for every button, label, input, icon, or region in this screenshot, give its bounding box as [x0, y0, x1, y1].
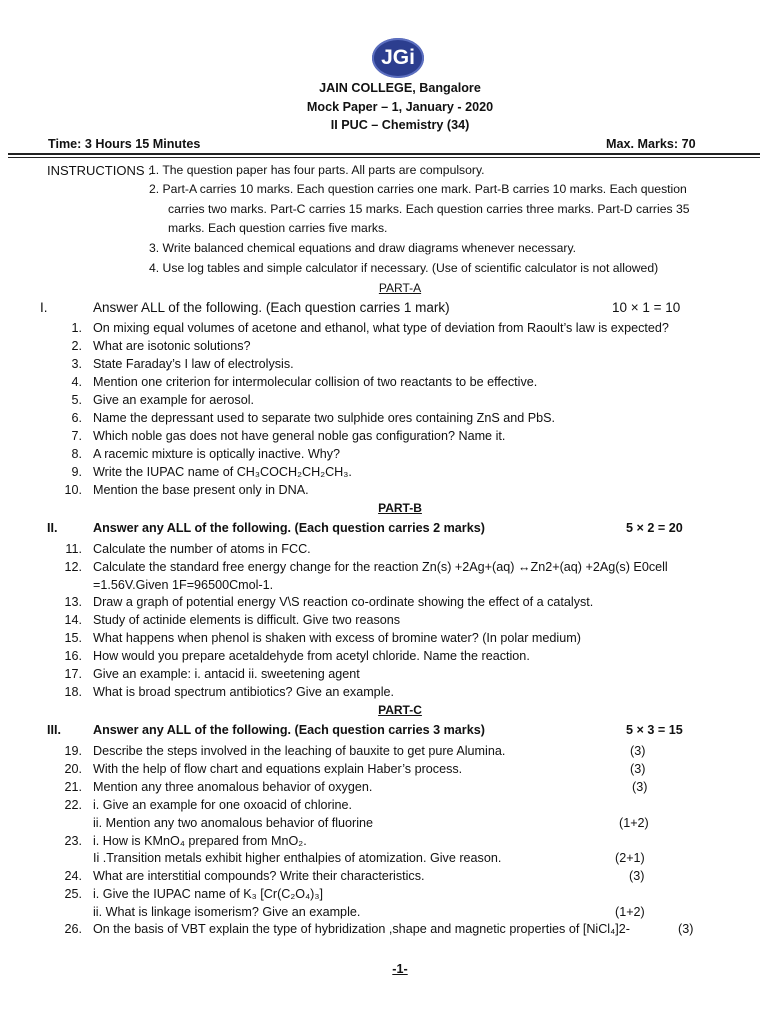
question-text-continued: ii. Mention any two anomalous behavior of fluorine	[93, 816, 374, 830]
question-text: i. How is KMnO₄ prepared from MnO₂.	[93, 834, 307, 848]
question-number: 6.	[71, 411, 82, 425]
question-text: On mixing equal volumes of acetone and ethanol, what type of deviation from Raoult’s law is expected?	[93, 321, 669, 335]
question-text: Draw a graph of potential energy V\S reaction co-ordinate showing the effect of a catalyst.	[93, 595, 594, 609]
part-c-roman: III.	[47, 723, 61, 737]
question-text: i. Give the IUPAC name of K₃ [Cr(C₂O₄)₃]	[93, 887, 324, 901]
part-b-title: PART-B	[378, 501, 422, 515]
question-number: 11.	[65, 542, 82, 556]
question-text: Which noble gas does not have general noble gas configuration? Name it.	[93, 429, 506, 443]
question-marks: (1+2)	[619, 816, 649, 830]
question-text: Mention one criterion for intermolecular collision of two reactants to be effective.	[93, 375, 538, 389]
question-text: What happens when phenol is shaken with excess of bromine water? (In polar medium)	[93, 631, 581, 645]
instruction-line: 2. Part-A carries 10 marks. Each question carries one mark. Part-B carries 10 marks. Each question	[149, 182, 687, 196]
question-text: Calculate the standard free energy change for the reaction Zn(s) +2Ag+(aq) ↔Zn2+(aq) +2Ag(s) E0cell	[93, 560, 668, 574]
header-divider-thin	[8, 157, 760, 158]
question-number: 17.	[64, 667, 82, 681]
question-number: 3.	[71, 357, 82, 371]
question-text-continued: =1.56V.Given 1F=96500Cmol-1.	[93, 578, 274, 592]
question-number: 14.	[64, 613, 82, 627]
page-number: -1-	[392, 962, 408, 976]
part-a-title: PART-A	[378, 281, 422, 295]
instruction-line: 4. Use log tables and simple calculator if necessary. (Use of scientific calculator is not allowed)	[149, 261, 659, 275]
part-a-marks: 10 × 1 = 10	[612, 300, 681, 315]
question-text: State Faraday’s I law of electrolysis.	[93, 357, 294, 371]
question-number: 16.	[64, 649, 82, 663]
question-number: 18.	[64, 685, 82, 699]
part-a-roman: I.	[40, 300, 48, 315]
question-marks: (3)	[632, 780, 648, 794]
question-marks: (3)	[630, 762, 646, 776]
question-number: 10.	[64, 483, 82, 497]
question-number: 20.	[64, 762, 82, 776]
question-number: 15.	[64, 631, 82, 645]
question-number: 13.	[64, 595, 82, 609]
college-logo: JGi	[372, 38, 424, 78]
paper-title: Mock Paper – 1, January - 2020	[306, 100, 494, 114]
part-b-marks: 5 × 2 = 20	[626, 521, 683, 535]
subject-title: II PUC – Chemistry (34)	[330, 118, 470, 132]
question-text: How would you prepare acetaldehyde from acetyl chloride. Name the reaction.	[93, 649, 530, 663]
question-number: 12.	[64, 560, 82, 574]
question-number: 25.	[64, 887, 82, 901]
question-number: 23.	[64, 834, 82, 848]
question-marks: (1+2)	[615, 905, 645, 919]
question-number: 5.	[71, 393, 82, 407]
question-number: 21.	[64, 780, 82, 794]
question-text: i. Give an example for one oxoacid of chlorine.	[93, 798, 353, 812]
question-text: What is broad spectrum antibiotics? Give an example.	[93, 685, 394, 699]
part-c-marks: 5 × 3 = 15	[626, 723, 683, 737]
question-number: 22.	[64, 798, 82, 812]
part-c-title: PART-C	[378, 703, 422, 717]
part-b-roman: II.	[47, 521, 58, 535]
part-a-heading: Answer ALL of the following. (Each question carries 1 mark)	[93, 300, 450, 315]
question-text-continued: Ii .Transition metals exhibit higher enthalpies of atomization. Give reason.	[93, 851, 502, 865]
question-text: What are isotonic solutions?	[93, 339, 251, 353]
question-number: 19.	[64, 744, 82, 758]
question-text: Study of actinide elements is difficult. Give two reasons	[93, 613, 401, 627]
question-number: 8.	[71, 447, 82, 461]
question-text: A racemic mixture is optically inactive. Why?	[93, 447, 341, 461]
question-text: Name the depressant used to separate two sulphide ores containing ZnS and PbS.	[93, 411, 556, 425]
question-number: 7.	[71, 429, 82, 443]
question-marks: (3)	[678, 922, 694, 936]
question-number: 4.	[71, 375, 82, 389]
instruction-line: 3. Write balanced chemical equations and draw diagrams whenever necessary.	[149, 241, 577, 255]
part-b-heading: Answer any ALL of the following. (Each question carries 2 marks)	[93, 521, 485, 535]
question-marks: (3)	[629, 869, 645, 883]
question-text: Give an example for aerosol.	[93, 393, 255, 407]
part-c-heading: Answer any ALL of the following. (Each question carries 3 marks)	[93, 723, 485, 737]
college-name: JAIN COLLEGE, Bangalore	[319, 81, 481, 95]
instruction-line: 1. The question paper has four parts. All parts are compulsory.	[149, 163, 485, 177]
max-marks-label: Max. Marks: 70	[606, 137, 696, 151]
question-text: Mention the base present only in DNA.	[93, 483, 309, 497]
question-text: On the basis of VBT explain the type of hybridization ,shape and magnetic properties of [NiCl₄]2-	[93, 922, 630, 936]
question-text: With the help of flow chart and equations explain Haber’s process.	[93, 762, 463, 776]
instructions-label: INSTRUCTIONS :	[47, 163, 152, 178]
instruction-line: carries two marks. Part-C carries 15 marks. Each question carries three marks. Part-D carries 35	[168, 202, 690, 216]
question-text: Describe the steps involved in the leaching of bauxite to get pure Alumina.	[93, 744, 506, 758]
question-number: 2.	[71, 339, 82, 353]
question-number: 1.	[71, 321, 82, 335]
header-divider	[8, 153, 760, 155]
question-number: 9.	[71, 465, 82, 479]
question-text: Calculate the number of atoms in FCC.	[93, 542, 311, 556]
question-text-continued: ii. What is linkage isomerism? Give an example.	[93, 905, 361, 919]
question-text: Write the IUPAC name of CH₃COCH₂CH₂CH₃.	[93, 465, 352, 479]
question-text: Mention any three anomalous behavior of oxygen.	[93, 780, 373, 794]
time-label: Time: 3 Hours 15 Minutes	[48, 137, 201, 151]
question-marks: (2+1)	[615, 851, 645, 865]
question-marks: (3)	[630, 744, 646, 758]
question-number: 24.	[64, 869, 82, 883]
question-number: 26.	[64, 922, 82, 936]
question-text: What are interstitial compounds? Write their characteristics.	[93, 869, 425, 883]
question-text: Give an example: i. antacid ii. sweetening agent	[93, 667, 360, 681]
instruction-line: marks. Each question carries five marks.	[168, 221, 388, 235]
